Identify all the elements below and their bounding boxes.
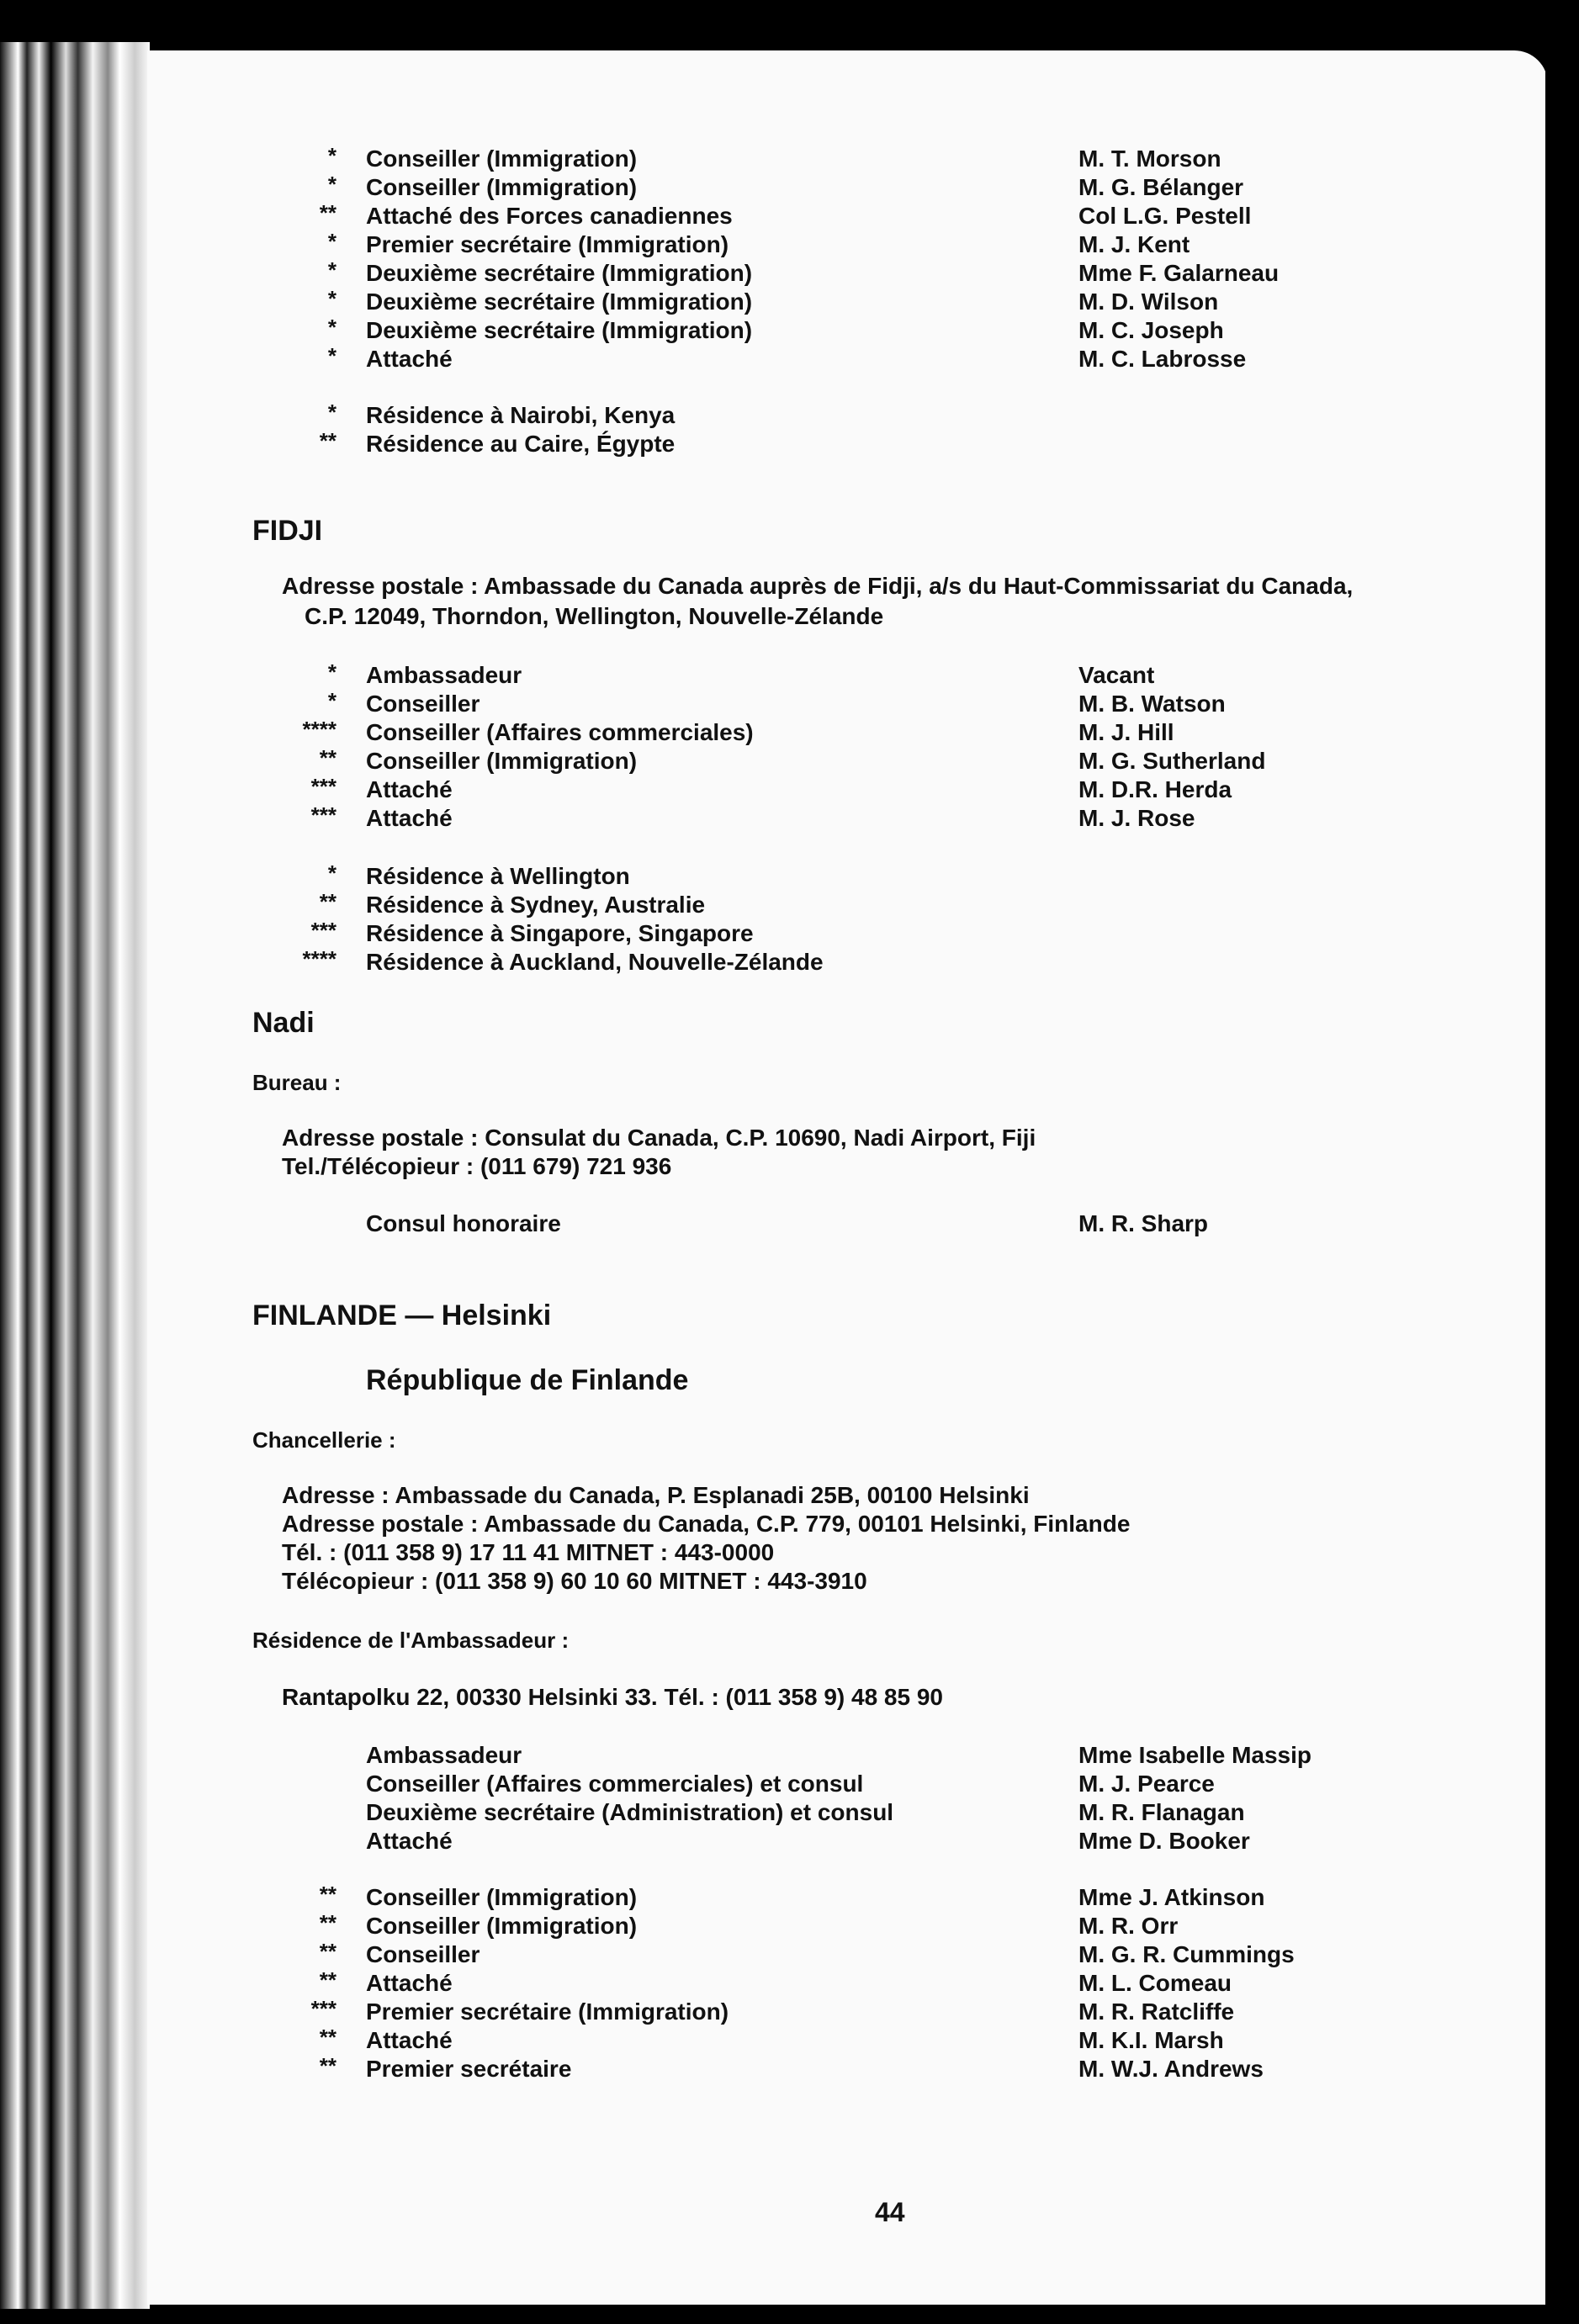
footnote-mark: * — [327, 257, 336, 283]
footnote-mark: * — [327, 688, 336, 713]
footnote-mark: ** — [319, 2053, 336, 2078]
footnote-mark: * — [327, 286, 336, 311]
residence-note: Résidence à Sydney, Australie — [366, 892, 706, 918]
footnote-mark: ** — [319, 2025, 336, 2050]
staff-name: M. C. Joseph — [1078, 317, 1224, 343]
page-edge-right — [1545, 50, 1579, 2321]
footnote-mark: ** — [319, 1967, 336, 1993]
footnote-mark: * — [327, 343, 336, 368]
footnote-mark: ** — [319, 1939, 336, 1964]
staff-title: Conseiller (Immigration) — [366, 174, 638, 200]
footnote-mark: * — [327, 659, 336, 685]
footnote-mark: * — [327, 229, 336, 254]
section-heading-fidji: FIDJI — [252, 515, 323, 547]
footnote-mark: ** — [319, 745, 336, 770]
chancellerie-line: Adresse : Ambassade du Canada, P. Esplanadi 25B, 00100 Helsinki — [282, 1482, 1030, 1508]
staff-title: Conseiller (Immigration) — [366, 146, 638, 172]
footnote-mark: **** — [302, 717, 336, 742]
staff-name: M. R. Orr — [1078, 1913, 1179, 1939]
staff-title: Consul honoraire — [366, 1210, 561, 1236]
staff-title: Conseiller — [366, 1941, 480, 1967]
residence-note: Résidence à Singapore, Singapore — [366, 920, 754, 946]
footnote-mark: ** — [319, 200, 336, 225]
staff-title: Attaché — [366, 1970, 453, 1996]
staff-title: Attaché — [366, 805, 453, 831]
residence-address: Rantapolku 22, 00330 Helsinki 33. Tél. : (011 358 9) 48 85 90 — [282, 1684, 943, 1710]
footnote-mark: * — [327, 143, 336, 168]
staff-title: Attaché des Forces canadiennes — [366, 203, 733, 229]
postal-address: Adresse postale : Consulat du Canada, C.P. 10690, Nadi Airport, Fiji — [282, 1125, 1036, 1151]
staff-title: Premier secrétaire (Immigration) — [366, 231, 729, 257]
page-edge-bottom — [0, 2309, 1579, 2324]
postal-address-cont: C.P. 12049, Thorndon, Wellington, Nouvelle-Zélande — [305, 603, 884, 629]
staff-title: Conseiller (Affaires commerciales) — [366, 719, 754, 745]
residence-note: Résidence à Nairobi, Kenya — [366, 402, 676, 428]
staff-title: Conseiller (Affaires commerciales) et consul — [366, 1771, 864, 1797]
staff-title: Conseiller — [366, 691, 480, 717]
postal-address: Adresse postale : Ambassade du Canada auprès de Fidji, a/s du Haut-Commissariat du Canada, — [282, 573, 1354, 599]
residence-note: Résidence au Caire, Égypte — [366, 431, 676, 457]
footnote-mark: ** — [319, 1910, 336, 1935]
staff-title: Attaché — [366, 1828, 453, 1854]
staff-name: Col L.G. Pestell — [1078, 203, 1252, 229]
staff-name: M. J. Hill — [1078, 719, 1174, 745]
staff-name: M. G. R. Cummings — [1078, 1941, 1295, 1967]
footnote-mark: * — [327, 172, 336, 197]
footnote-mark: ** — [319, 889, 336, 914]
staff-title: Ambassadeur — [366, 662, 522, 688]
staff-title: Attaché — [366, 776, 453, 802]
footnote-mark: * — [327, 400, 336, 425]
footnote-mark: *** — [310, 1996, 336, 2021]
staff-name: M. T. Morson — [1078, 146, 1221, 172]
staff-title: Attaché — [366, 346, 453, 372]
footnote-mark: ** — [319, 428, 336, 453]
bureau-label: Bureau : — [252, 1070, 342, 1095]
staff-name: M. B. Watson — [1078, 691, 1226, 717]
staff-name: M. G. Bélanger — [1078, 174, 1244, 200]
staff-title: Premier secrétaire (Immigration) — [366, 1998, 729, 2025]
chancellerie-label: Chancellerie : — [252, 1427, 396, 1453]
book-spine — [0, 42, 150, 2324]
country-subtitle: République de Finlande — [366, 1364, 689, 1396]
footnote-mark: *** — [310, 802, 336, 828]
staff-name: M. C. Labrosse — [1078, 346, 1247, 372]
staff-name: Mme Isabelle Massip — [1078, 1742, 1312, 1768]
footnote-mark: ** — [319, 1882, 336, 1907]
residence-note: Résidence à Auckland, Nouvelle-Zélande — [366, 949, 824, 975]
staff-title: Deuxième secrétaire (Immigration) — [366, 260, 753, 286]
staff-title: Attaché — [366, 2027, 453, 2053]
staff-name: Vacant — [1078, 662, 1155, 688]
staff-title: Conseiller (Immigration) — [366, 1913, 638, 1939]
staff-name: M. D.R. Herda — [1078, 776, 1232, 802]
chancellerie-line: Adresse postale : Ambassade du Canada, C.P. 779, 00101 Helsinki, Finlande — [282, 1511, 1131, 1537]
chancellerie-line: Tél. : (011 358 9) 17 11 41 MITNET : 443-0000 — [282, 1539, 775, 1565]
footnote-mark: *** — [310, 918, 336, 943]
staff-name: M. K.I. Marsh — [1078, 2027, 1224, 2053]
staff-name: M. D. Wilson — [1078, 289, 1219, 315]
page-number: 44 — [875, 2197, 905, 2227]
staff-title: Conseiller (Immigration) — [366, 748, 638, 774]
footnote-mark: * — [327, 860, 336, 886]
staff-name: M. J. Rose — [1078, 805, 1195, 831]
section-heading-nadi: Nadi — [252, 1007, 315, 1039]
staff-title: Deuxième secrétaire (Immigration) — [366, 317, 753, 343]
footnote-mark: **** — [302, 946, 336, 971]
residence-label: Résidence de l'Ambassadeur : — [252, 1628, 570, 1653]
chancellerie-line: Télécopieur : (011 358 9) 60 10 60 MITNET : 443-3910 — [282, 1568, 867, 1594]
staff-title: Conseiller (Immigration) — [366, 1884, 638, 1910]
footnote-mark: * — [327, 315, 336, 340]
staff-name: Mme D. Booker — [1078, 1828, 1250, 1854]
staff-name: M. G. Sutherland — [1078, 748, 1266, 774]
staff-name: M. J. Kent — [1078, 231, 1190, 257]
staff-title: Deuxième secrétaire (Immigration) — [366, 289, 753, 315]
staff-name: M. R. Ratcliffe — [1078, 1998, 1235, 2025]
staff-name: M. R. Flanagan — [1078, 1799, 1245, 1825]
staff-name: M. R. Sharp — [1078, 1210, 1209, 1236]
staff-name: Mme J. Atkinson — [1078, 1884, 1265, 1910]
staff-title: Deuxième secrétaire (Administration) et consul — [366, 1799, 894, 1825]
staff-name: M. J. Pearce — [1078, 1771, 1215, 1797]
staff-title: Premier secrétaire — [366, 2056, 572, 2082]
residence-note: Résidence à Wellington — [366, 863, 630, 889]
staff-name: M. L. Comeau — [1078, 1970, 1232, 1996]
telephone: Tel./Télécopieur : (011 679) 721 936 — [282, 1153, 672, 1179]
footnote-mark: *** — [310, 774, 336, 799]
staff-name: Mme F. Galarneau — [1078, 260, 1280, 286]
staff-name: M. W.J. Andrews — [1078, 2056, 1264, 2082]
section-heading-finlande: FINLANDE — Helsinki — [252, 1300, 552, 1331]
staff-title: Ambassadeur — [366, 1742, 522, 1768]
